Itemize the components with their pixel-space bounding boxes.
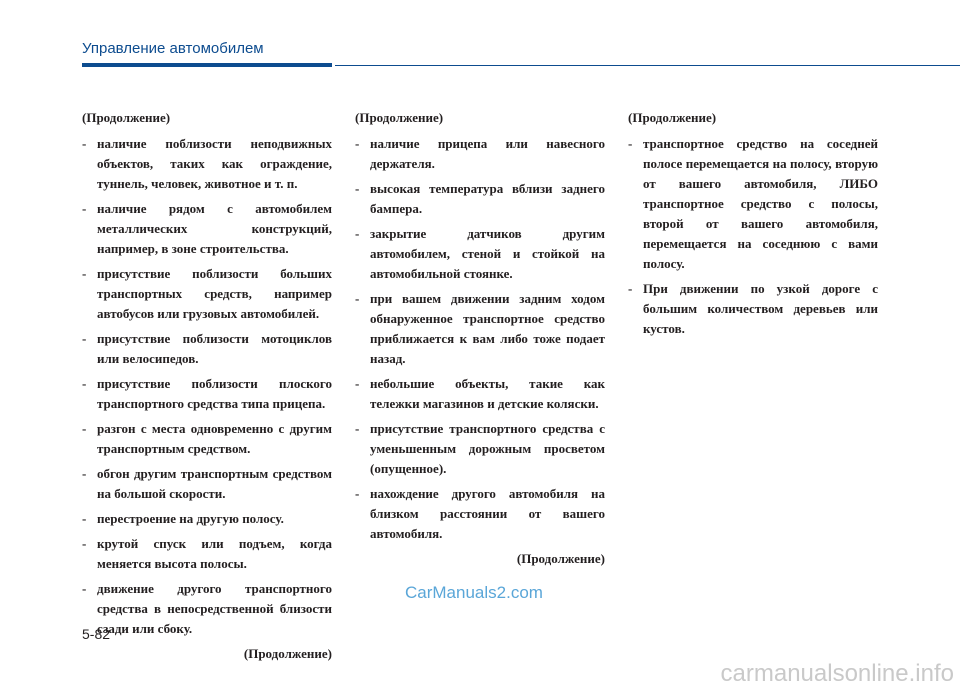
- page-number: 5-82: [82, 626, 111, 642]
- continued-bottom-label: (Продолжение): [516, 551, 605, 566]
- list-item-text: наличие прицепа или навесного держателя.: [370, 136, 605, 171]
- list-item-text: высокая температура вблизи заднего бампера.: [370, 181, 605, 216]
- list-item-text: крутой спуск или подъем, когда меняется высота полосы.: [97, 536, 332, 571]
- dash-bullet-icon: -: [628, 136, 633, 151]
- list-item-text: при вашем движении задним ходом обнаруженное транспортное средство приближается к вам либо тоже подает назад.: [370, 291, 605, 366]
- list-item: [82, 464, 332, 504]
- list-item: [82, 509, 332, 529]
- list-item-text: наличие рядом с автомобилем металлических конструкций, например, в зоне строительства.: [97, 201, 332, 256]
- list-item: [355, 224, 605, 284]
- list-item: [82, 134, 332, 194]
- watermark-carmanuals-link[interactable]: CarManuals2.com: [405, 583, 543, 602]
- list-item: [628, 279, 878, 339]
- list-item: [355, 484, 605, 544]
- list-item: [82, 374, 332, 414]
- continued-top-label: (Продолжение): [355, 110, 444, 125]
- list-item-text: закрытие датчиков другим автомобилем, стеной и стойкой на автомобильной стоянке.: [370, 226, 605, 281]
- list-item-text: наличие поблизости неподвижных объектов, таких как ограждение, туннель, человек, животное и т. п.: [97, 136, 332, 191]
- dash-bullet-icon: -: [355, 136, 360, 151]
- dash-bullet-icon: -: [82, 201, 87, 216]
- list-item-text: небольшие объекты, такие как тележки магазинов и детские коляски.: [370, 376, 605, 411]
- list-item-text: При движении по узкой дороге с большим количеством деревьев или кустов.: [643, 281, 878, 336]
- dash-bullet-icon: -: [355, 421, 360, 436]
- list-item-text: движение другого транспортного средства в непосредственной близости сзади или сбоку.: [97, 581, 332, 636]
- dash-bullet-icon: -: [82, 136, 87, 151]
- list-item-text: присутствие поблизости мотоциклов или велосипедов.: [97, 331, 332, 366]
- list-item-text: нахождение другого автомобиля на близком расстоянии от вашего автомобиля.: [370, 486, 605, 541]
- list-item: [82, 264, 332, 324]
- list-item-text: присутствие поблизости больших транспортных средств, например автобусов или грузовых автомобилей.: [97, 266, 332, 321]
- dash-bullet-icon: -: [82, 376, 87, 391]
- dash-bullet-icon: -: [82, 266, 87, 281]
- list-item: [355, 134, 605, 174]
- continued-bottom-label: (Продолжение): [243, 646, 332, 661]
- dash-bullet-icon: -: [355, 291, 360, 306]
- list-item-text: обгон другим транспортным средством на большой скорости.: [97, 466, 332, 501]
- list-item: [82, 579, 332, 639]
- column-middle: [355, 108, 605, 569]
- dash-bullet-icon: -: [82, 466, 87, 481]
- list-item: [355, 419, 605, 479]
- list-item: [355, 179, 605, 219]
- continued-top-label: (Продолжение): [628, 110, 717, 125]
- dash-bullet-icon: -: [82, 421, 87, 436]
- dash-bullet-icon: -: [355, 226, 360, 241]
- condition-list: [628, 134, 878, 339]
- dash-bullet-icon: -: [628, 281, 633, 296]
- list-item: [628, 134, 878, 274]
- list-item: [82, 199, 332, 259]
- list-item: [82, 534, 332, 574]
- list-item: [355, 374, 605, 414]
- list-item: [82, 419, 332, 459]
- list-item-text: присутствие транспортного средства с уменьшенным дорожным просветом (опущенное).: [370, 421, 605, 476]
- header-rule-thick: [82, 63, 332, 67]
- list-item-text: разгон с места одновременно с другим транспортным средством.: [97, 421, 332, 456]
- column-left: [82, 108, 332, 664]
- list-item-text: перестроение на другую полосу.: [97, 511, 284, 526]
- continued-top-label: (Продолжение): [82, 110, 171, 125]
- watermark-bottom-text: carmanualsonline.info: [720, 660, 954, 687]
- dash-bullet-icon: -: [82, 581, 87, 596]
- dash-bullet-icon: -: [355, 486, 360, 501]
- condition-list: [355, 134, 605, 544]
- list-item: [355, 289, 605, 369]
- header-rule-thin: [335, 65, 960, 66]
- list-item: [82, 329, 332, 369]
- dash-bullet-icon: -: [355, 376, 360, 391]
- dash-bullet-icon: -: [82, 536, 87, 551]
- dash-bullet-icon: -: [355, 181, 360, 196]
- column-right: [628, 108, 878, 344]
- condition-list: [82, 134, 332, 639]
- list-item-text: присутствие поблизости плоского транспортного средства типа прицепа.: [97, 376, 332, 411]
- dash-bullet-icon: -: [82, 511, 87, 526]
- list-item-text: транспортное средство на соседней полосе перемещается на полосу, вторую от вашего автомобиля, ЛИБО транспортное средство с полосы, второй от вашего автомобиля, перемещается на соседнюю с вами полосу.: [643, 136, 878, 271]
- header-title: Управление автомобилем: [82, 40, 264, 57]
- dash-bullet-icon: -: [82, 331, 87, 346]
